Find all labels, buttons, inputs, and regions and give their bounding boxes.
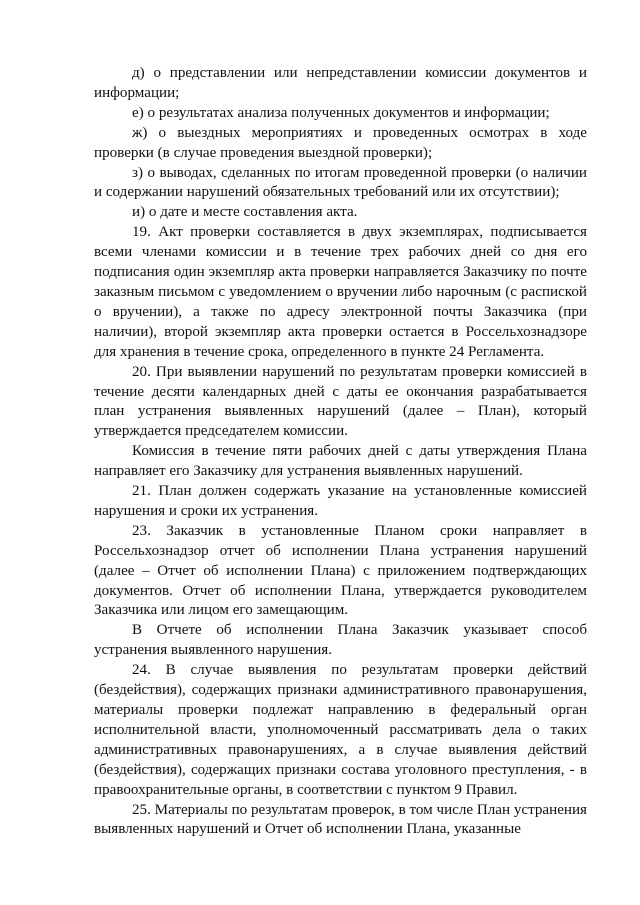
paragraph-clause-24: 24. В случае выявления по результатам проверки действий (бездействия), содержащих признаки административного правонарушения, материалы проверки подлежат направлению в федеральный орган исполнительной власти, уполномоченный рассматривать дела о таких административных правонарушениях, а в случае выявления действий (бездействия), содержащих признаки состава уголовного преступления, - в правоохранительные органы, в соответствии с пунктом 9 Правил.: [94, 662, 587, 798]
paragraph-clause-20: 20. При выявлении нарушений по результатам проверки комиссией в течение десяти календарных дней с даты ее окончания разрабатывается план устранения выявленных нарушений (далее – План), который утверждается председателем комиссии.: [94, 363, 587, 440]
paragraph-item-d: д) о представлении или непредставлении комиссии документов и информации;: [94, 65, 587, 101]
paragraph-clause-20-cont: Комиссия в течение пяти рабочих дней с даты утверждения Плана направляет его Заказчику для устранения выявленных нарушений.: [94, 443, 587, 480]
paragraph-item-i: и) о дате и месте составления акта.: [132, 204, 358, 221]
document-body: [94, 64, 587, 840]
paragraph-item-e: е) о результатах анализа полученных документов и информации;: [132, 104, 550, 121]
paragraph-clause-23-cont: В Отчете об исполнении Плана Заказчик указывает способ устранения выявленного нарушения.: [94, 622, 587, 659]
paragraph-clause-19: 19. Акт проверки составляется в двух экземплярах, подписывается всеми членами комиссии и в течение трех рабочих дней со дня его подписания один экземпляр акта проверки направляется Заказчику по почте заказным письмом с уведомлением о вручении либо нарочным (с распиской о вручении), а также по адресу электронной почты Заказчика (при наличии), второй экземпляр акта проверки остается в Россельхознадзоре для хранения в течение срока, определенного в пункте 24 Регламента.: [94, 224, 587, 360]
paragraph-clause-21: 21. План должен содержать указание на установленные комиссией нарушения и сроки их устранения.: [94, 483, 587, 519]
paragraph-clause-23: 23. Заказчик в установленные Планом сроки направляет в Россельхознадзор отчет об исполнении Плана устранения нарушений (далее – Отчет об исполнении Плана) с приложением подтверждающих документов. Отчет об исполнении Плана, утверждается руководителем Заказчика или лицом его замещающим.: [94, 522, 587, 619]
paragraph-item-z: з) о выводах, сделанных по итогам проведенной проверки (о наличии и содержании нарушений обязательных требований или их отсутствии);: [94, 164, 587, 201]
paragraph-clause-25: 25. Материалы по результатам проверок, в том числе План устранения выявленных нарушений и Отчет об исполнении Плана, указанные: [94, 801, 587, 838]
paragraph-item-zh: ж) о выездных мероприятиях и проведенных осмотрах в ходе проверки (в случае проведения выездной проверки);: [94, 124, 587, 161]
